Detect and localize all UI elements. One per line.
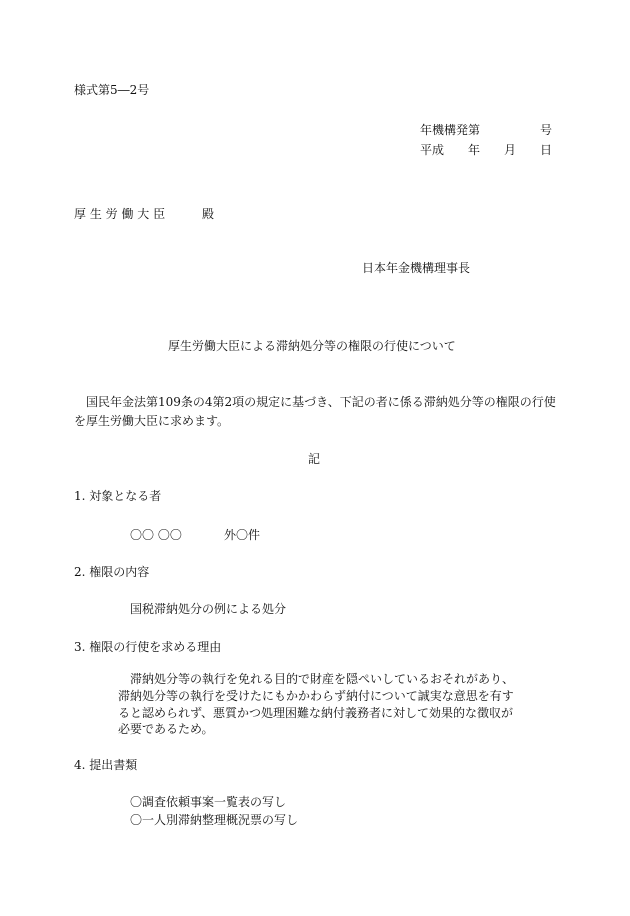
body-line-1: 国民年金法第109条の4第2項の規定に基づき、下記の者に係る滞納処分等の権限の行使 <box>86 395 556 409</box>
section-3-line-3: ると認められず、悪質かつ処理困難な納付義務者に対して効果的な徴収が <box>118 706 514 720</box>
addressee-honorific: 殿 <box>202 207 215 221</box>
section-3-line-1: 滞納処分等の執行を免れる目的で財産を隠ぺいしているおそれがあり、 <box>130 672 515 686</box>
reference-day: 日 <box>540 143 553 157</box>
section-1-heading: 1. 対象となる者 <box>74 489 162 503</box>
section-3-heading: 3. 権限の行使を求める理由 <box>74 640 222 654</box>
form-number: 様式第5―2号 <box>74 83 150 97</box>
section-2-heading: 2. 権限の内容 <box>74 565 150 579</box>
reference-number-prefix: 年機構発第 <box>420 123 481 137</box>
section-1-target-count: 外〇件 <box>224 528 261 542</box>
reference-month: 月 <box>504 143 517 157</box>
sender-name: 日本年金機構理事長 <box>362 261 471 275</box>
section-2-line: 国税滞納処分の例による処分 <box>130 602 287 616</box>
section-4-heading: 4. 提出書類 <box>74 758 138 772</box>
reference-year: 年 <box>468 143 481 157</box>
document-title: 厚生労働大臣による滞納処分等の権限の行使について <box>168 339 456 353</box>
section-4-document-1: 〇調査依頼事案一覧表の写し <box>130 795 287 809</box>
addressee-name: 厚 生 労 働 大 臣 <box>74 207 166 221</box>
ki-marker: 記 <box>308 452 321 466</box>
section-4-document-2: 〇一人別滞納整理概況票の写し <box>130 813 299 827</box>
reference-number-suffix: 号 <box>540 123 553 137</box>
section-3-line-2: 滞納処分等の執行を受けたにもかかわらず納付について誠実な意思を有す <box>118 689 514 703</box>
section-1-target-name: 〇〇 〇〇 <box>130 528 182 542</box>
body-line-2: を厚生労働大臣に求めます。 <box>74 414 230 428</box>
reference-era: 平成 <box>420 143 445 157</box>
section-3-line-4: 必要であるため。 <box>118 722 214 736</box>
